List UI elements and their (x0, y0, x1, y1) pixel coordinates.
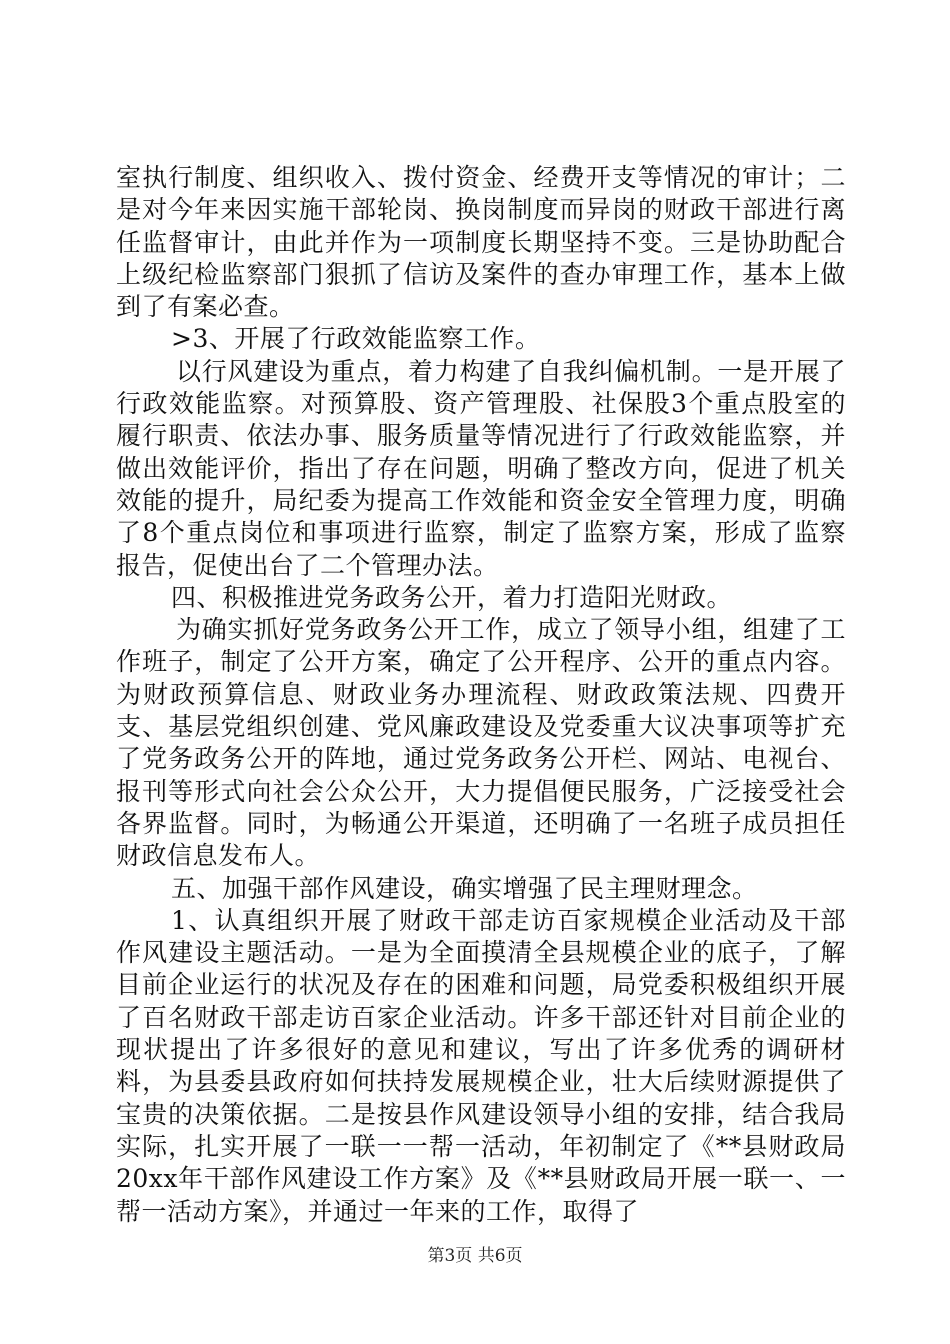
page-number-footer: 第3页 共6页 (427, 1246, 523, 1266)
paragraph-cadre-visits: 1、认真组织开展了财政干部走访百家规模企业活动及干部作风建设主题活动。一是为全面摸清全县规模企业的底子，了解目前企业运行的状况及存在的困难和问题，局党委积极组织开展了百名财政干部走访百家企业活动。许多干部还针对目前企业的现状提出了许多很好的意见和建议，写出了许多优秀的调研材料，为县委县政府如何扶持发展规模企业，壮大后续财源提供了宝贵的决策依据。二是按县作风建设领导小组的安排，结合我局实际，扎实开展了一联一一帮一活动，年初制定了《**县财政局20xx年干部作风建设工作方案》及《**县财政局开展一联一、一帮一活动方案》，并通过一年来的工作，取得了 (116, 905, 846, 1226)
heading-efficiency-supervision: >3、开展了行政效能监察工作。 (171, 324, 541, 354)
heading-section-four: 四、积极推进党务政务公开，着力打造阳光财政。 (171, 582, 733, 612)
paragraph-efficiency-supervision: 以行风建设为重点，着力构建了自我纠偏机制。一是开展了行政效能监察。对预算股、资产管理股、社保股3个重点股室的履行职责、依法办事、服务质量等情况进行了行政效能监察，并做出效能评价，指出了存在问题，明确了整改方向，促进了机关效能的提升，局纪委为提高工作效能和资金安全管理力度，明确了8个重点岗位和事项进行监察，制定了监察方案，形成了监察报告，促使出台了二个管理办法。 (116, 356, 846, 580)
heading-section-five: 五、加强干部作风建设，确实增强了民主理财理念。 (171, 873, 758, 903)
document-body (116, 162, 846, 1228)
paragraph-openness: 为确实抓好党务政务公开工作，成立了领导小组，组建了工作班子，制定了公开方案，确定了公开程序、公开的重点内容。为财政预算信息、财政业务办理流程、财政政策法规、四费开支、基层党组织创建、党风廉政建设及党委重大议决事项等扩充了党务政务公开的阵地，通过党务政务公开栏、网站、电视台、报刊等形式向社会公众公开，大力提倡便民服务，广泛接受社会各界监督。同时，为畅通公开渠道，还明确了一名班子成员担任财政信息发布人。 (116, 615, 846, 871)
paragraph-audit-continuation: 室执行制度、组织收入、拨付资金、经费开支等情况的审计；二是对今年来因实施干部轮岗、换岗制度而异岗的财政干部进行离任监督审计，由此并作为一项制度长期坚持不变。三是协助配合上级纪检监察部门狠抓了信访及案件的查办审理工作，基本上做到了有案必查。 (116, 163, 846, 322)
